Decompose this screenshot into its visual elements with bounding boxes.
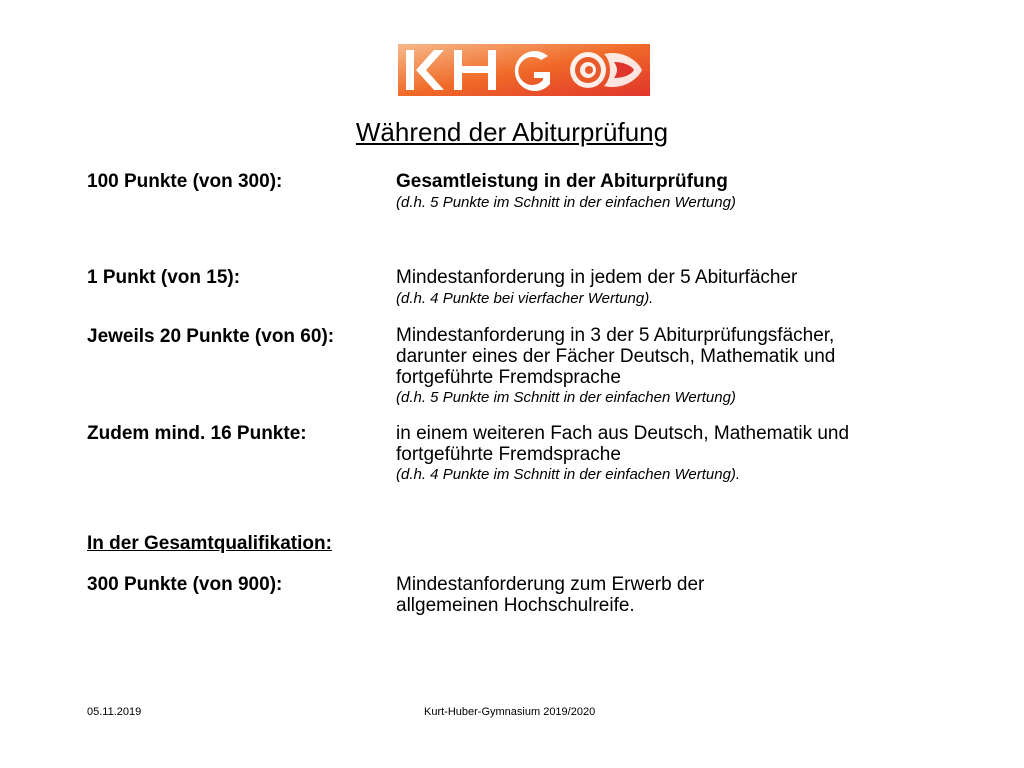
section-3-value-line-2: darunter eines der Fächer Deutsch, Mathematik und <box>396 346 836 367</box>
section-1-value: Gesamtleistung in der Abiturprüfung <box>396 171 728 192</box>
section-1-label: 100 Punkte (von 300): <box>87 171 283 192</box>
gesamt-heading: In der Gesamtqualifikation: <box>87 533 332 554</box>
section-1-note: (d.h. 5 Punkte im Schnitt in der einfachen Wertung) <box>396 194 736 211</box>
section-2-note: (d.h. 4 Punkte bei vierfacher Wertung). <box>396 290 654 307</box>
footer-center: Kurt-Huber-Gymnasium 2019/2020 <box>424 706 596 718</box>
section-4-value-line-2: fortgeführte Fremdsprache <box>396 444 621 465</box>
school-logo <box>398 44 650 96</box>
section-3-value-line-3: fortgeführte Fremdsprache <box>396 367 621 388</box>
section-4-label: Zudem mind. 16 Punkte: <box>87 423 307 444</box>
gesamt-label: 300 Punkte (von 900): <box>87 574 283 595</box>
section-2-value: Mindestanforderung in jedem der 5 Abiturfächer <box>396 267 798 288</box>
section-4-value-line-1: in einem weiteren Fach aus Deutsch, Mathematik und <box>396 423 850 444</box>
section-3-value-line-1: Mindestanforderung in 3 der 5 Abiturprüfungsfächer, <box>396 325 835 346</box>
gesamt-value-line-2: allgemeinen Hochschulreife. <box>396 595 635 616</box>
section-3-note: (d.h. 5 Punkte im Schnitt in der einfachen Wertung) <box>396 389 736 406</box>
gesamt-value-line-1: Mindestanforderung zum Erwerb der <box>396 574 705 595</box>
section-3-label: Jeweils 20 Punkte (von 60): <box>87 326 335 347</box>
section-4-note: (d.h. 4 Punkte im Schnitt in der einfachen Wertung). <box>396 466 741 483</box>
footer-date: 05.11.2019 <box>87 706 142 718</box>
section-2-label: 1 Punkt (von 15): <box>87 267 241 288</box>
page-title: Während der Abiturprüfung <box>355 117 669 147</box>
